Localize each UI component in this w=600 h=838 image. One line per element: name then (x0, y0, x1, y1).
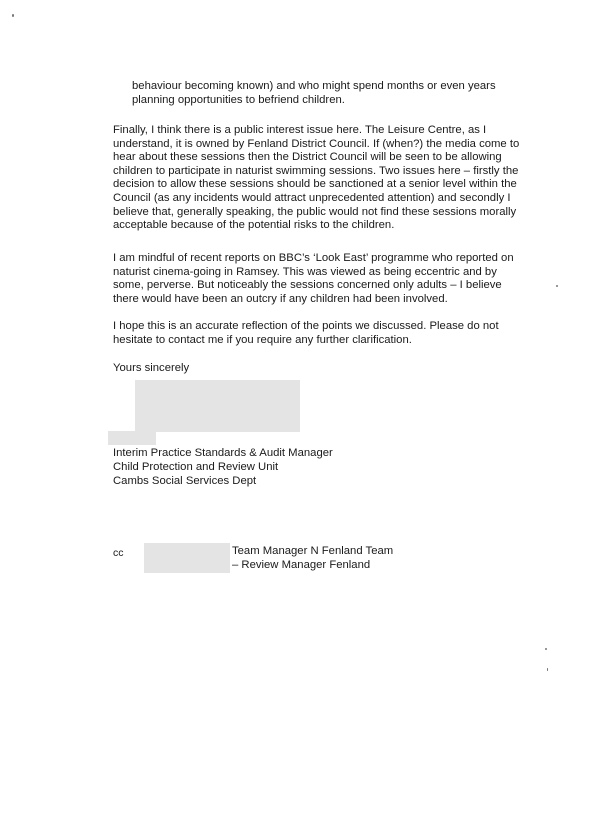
cc-name-redaction (144, 543, 230, 573)
text-line: decision to allow these sessions should be sanctioned at a senior level within the (113, 178, 517, 191)
text-line: there would have been an outcry if any children had been involved. (113, 292, 448, 305)
public-interest-paragraph (113, 124, 553, 233)
text-line: behaviour becoming known) and who might spend months or even years (132, 80, 496, 92)
text-line: naturist cinema-going in Ramsey. This was viewed as being eccentric and by (113, 265, 497, 278)
signatory-title: Interim Practice Standards & Audit Manager (113, 447, 333, 459)
text-line: some, perverse. But noticeably the sessions concerned only adults – I believe (113, 279, 502, 292)
cc-entry: Team Manager N Fenland Team (232, 545, 394, 557)
closing-paragraph (113, 320, 553, 347)
text-line: Finally, I think there is a public interest issue here. The Leisure Centre, as I (113, 124, 487, 136)
scan-speck (547, 668, 548, 671)
text-line: children to participate in naturist swimming sessions. Two issues here – firstly the (113, 164, 519, 177)
text-line: hesitate to contact me if you require any further clarification. (113, 333, 412, 346)
scan-speck (545, 648, 547, 650)
look-east-paragraph (113, 252, 553, 306)
text-line: I am mindful of recent reports on BBC’s ‘Look East’ programme who reported on (113, 252, 514, 264)
scan-speck (556, 285, 558, 287)
text-line: acceptable because of the potential risks to the children. (113, 219, 395, 232)
name-redaction (108, 431, 156, 445)
signature-redaction (135, 380, 300, 432)
scan-speck (12, 14, 14, 17)
text-line: I hope this is an accurate reflection of the points we discussed. Please do not (113, 320, 499, 332)
cc-entry: – Review Manager Fenland (232, 559, 371, 571)
text-line: understand, it is owned by Fenland District Council. If (when?) the media come to (113, 137, 520, 150)
text-line: believe that, generally speaking, the public would not find these sessions morally (113, 205, 517, 218)
text-line: planning opportunities to befriend children. (132, 93, 345, 106)
text-line: Council (as any incidents would attract unprecedented attention) and secondly I (113, 191, 511, 204)
text-line: hear about these sessions then the District Council will be seen to be allowing (113, 151, 502, 164)
cc-label: cc (113, 547, 124, 559)
signatory-department: Cambs Social Services Dept (113, 475, 257, 487)
sign-off: Yours sincerely (113, 362, 190, 374)
continuation-paragraph (132, 80, 572, 107)
signatory-unit: Child Protection and Review Unit (113, 461, 279, 473)
